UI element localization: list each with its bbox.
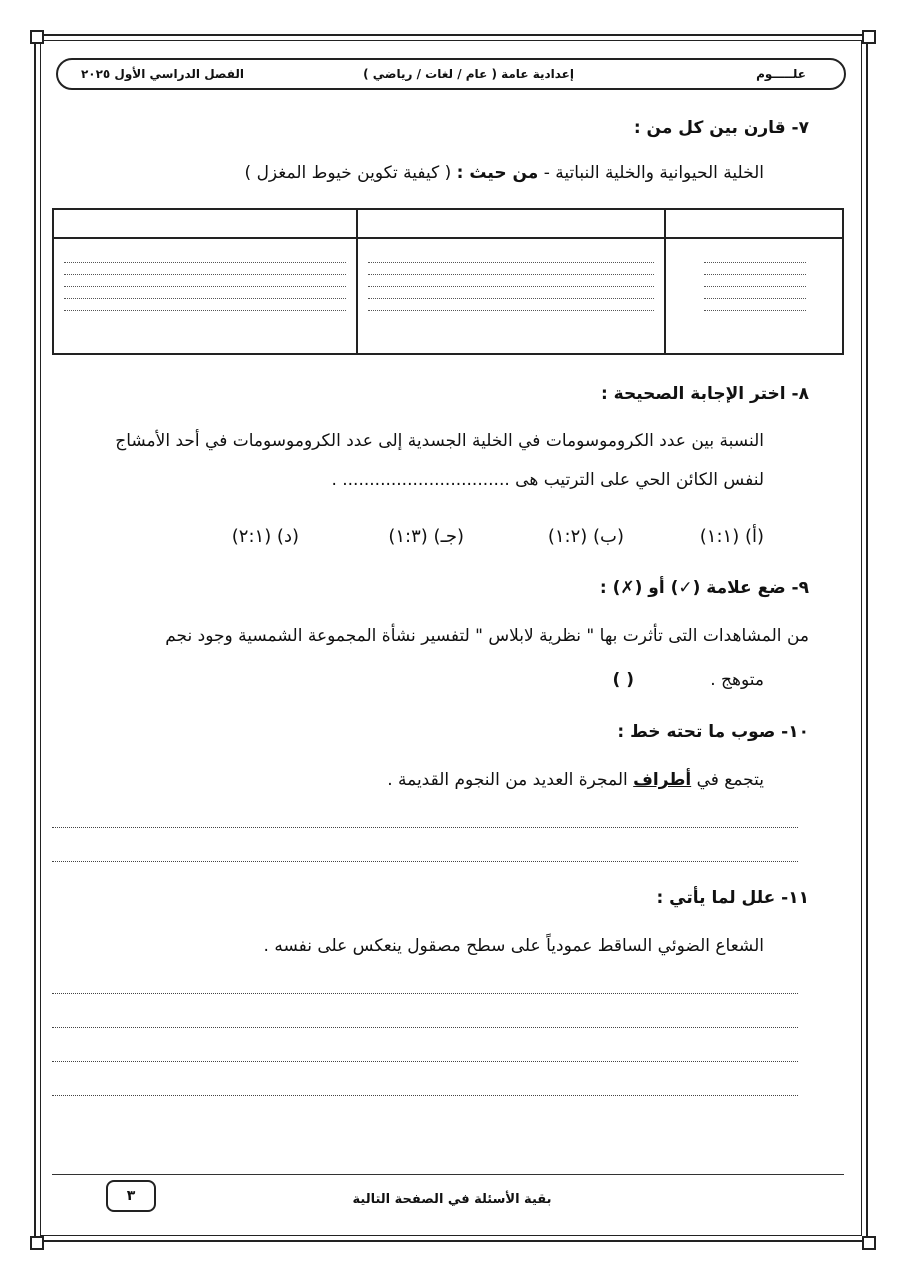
question-10-text: [387, 762, 764, 798]
q7-text-bold: من حيث :: [456, 163, 539, 183]
question-9-title: ٩- ضع علامة (✓) أو (✗) :: [599, 578, 809, 598]
question-11-line1: الشعاع الضوئي الساقط عمودياً على سطح مصقول ينعكس على نفسه .: [263, 936, 764, 956]
q7-text-part: ( كيفية تكوين خيوط المغزل ): [244, 163, 452, 183]
question-11-title: ١١- علل لما يأتي :: [656, 888, 809, 908]
answer-line[interactable]: [52, 1094, 798, 1096]
page-number: ٣: [106, 1180, 156, 1212]
frame-corner: [30, 30, 44, 44]
answer-cell[interactable]: [665, 238, 843, 354]
choice-a[interactable]: (أ) (١:١): [699, 526, 764, 547]
answer-cell[interactable]: [53, 238, 357, 354]
frame-corner: [30, 1236, 44, 1250]
answer-line[interactable]: [52, 860, 798, 862]
table-header-cell[interactable]: [53, 209, 357, 238]
underlined-word: أطراف: [633, 770, 692, 790]
footer-divider: [52, 1174, 844, 1175]
question-8-title: ٨- اختر الإجابة الصحيحة :: [600, 384, 809, 404]
answer-line[interactable]: [52, 1026, 798, 1028]
frame-corner: [862, 1236, 876, 1250]
choice-d[interactable]: (د) (٢:١): [231, 526, 299, 547]
question-7-title: ٧- قارن بين كل من :: [633, 118, 809, 138]
subject-label: علـــــوم: [756, 67, 806, 81]
footer-note: بقية الأسئلة في الصفحة التالية: [352, 1192, 552, 1207]
question-8-line2: لنفس الكائن الحي على الترتيب هى ............................... .: [331, 470, 764, 490]
answer-cell[interactable]: [357, 238, 665, 354]
choice-b[interactable]: (ب) (١:٢): [547, 526, 624, 547]
choice-c[interactable]: (جـ) (١:٣): [388, 526, 464, 547]
question-10-title: ١٠- صوب ما تحته خط :: [617, 722, 809, 742]
table-header-cell[interactable]: [665, 209, 843, 238]
answer-blank[interactable]: ( ): [612, 670, 634, 690]
q7-text-part: الخلية الحيوانية والخلية النباتية -: [543, 163, 764, 183]
answer-line[interactable]: [52, 992, 798, 994]
q10-text-part: المجرة العديد من النجوم القديمة .: [387, 770, 628, 790]
question-9-line1: من المشاهدات التى تأثرت بها " نظرية لابلاس " لتفسير نشأة المجموعة الشمسية وجود نجم: [165, 626, 809, 646]
answer-line[interactable]: [52, 826, 798, 828]
grade-label: إعدادية عامة ( عام / لغات / رياضي ): [363, 67, 574, 81]
q10-text-part: يتجمع في: [696, 770, 764, 790]
frame-corner: [862, 30, 876, 44]
comparison-table: [52, 208, 844, 355]
question-7-text: [245, 155, 764, 191]
answer-line[interactable]: [52, 1060, 798, 1062]
page-header: [56, 58, 846, 90]
table-header-cell[interactable]: [357, 209, 665, 238]
question-9-line2: متوهج .: [710, 670, 764, 690]
term-label: الفصل الدراسي الأول ٢٠٢٥: [80, 67, 244, 81]
question-8-line1: النسبة بين عدد الكروموسومات في الخلية الجسدية إلى عدد الكروموسومات في أحد الأمشاج: [115, 431, 764, 451]
